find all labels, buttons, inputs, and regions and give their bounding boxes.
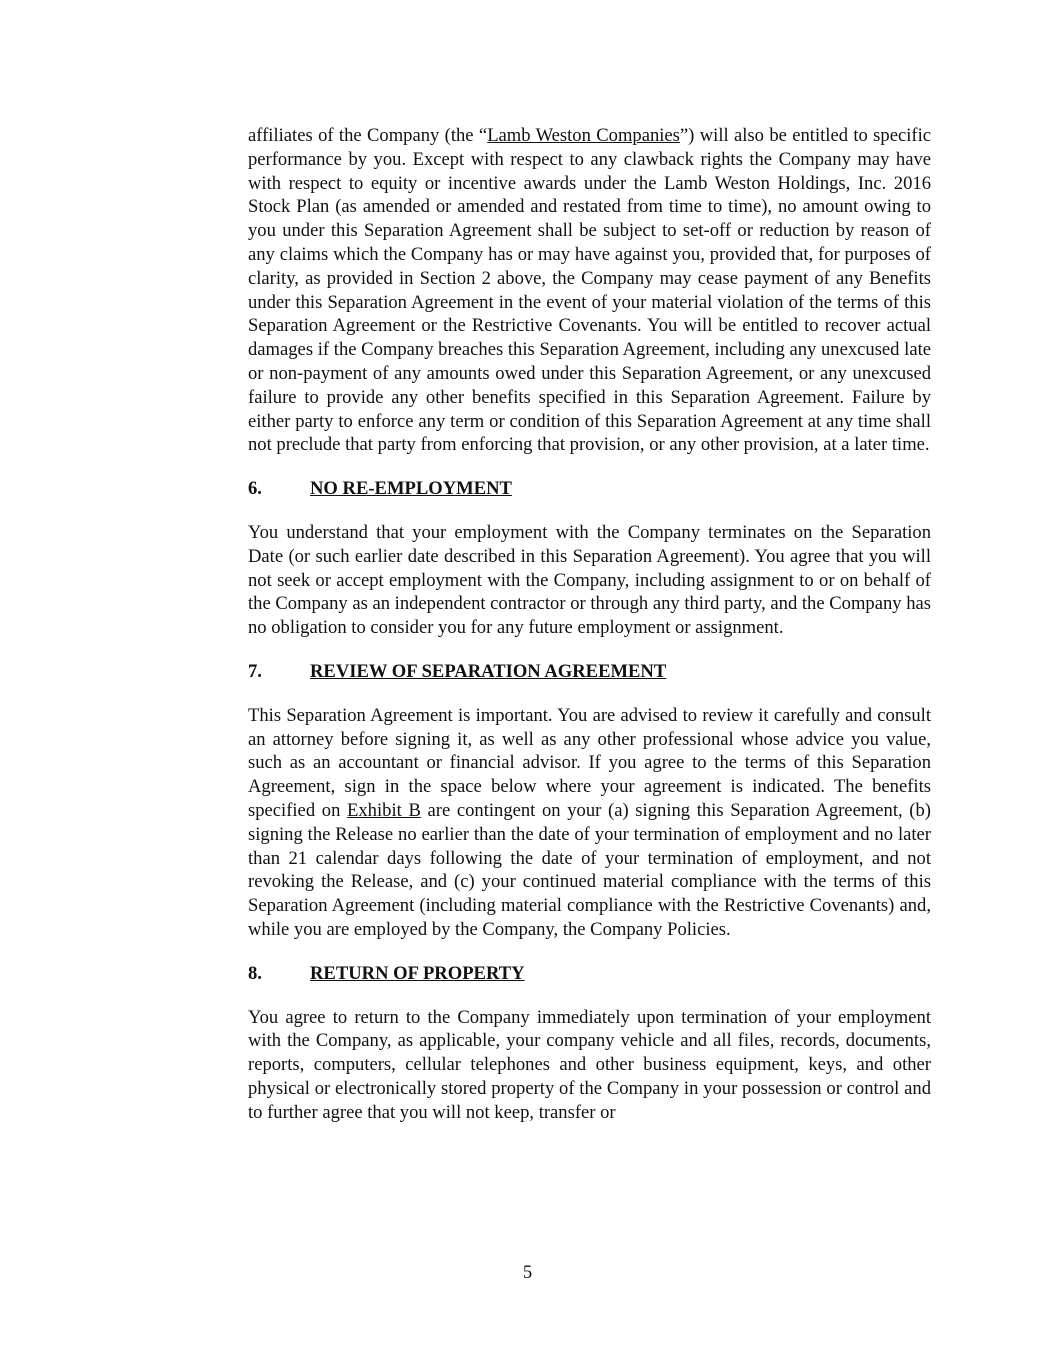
section-7-text-1: This Separation Agreement is important. You are advised to review it carefully and consult an attorney before signing it, as well as any other professional whose advice you value, such as an accountant or financial advisor. If you agree to the terms of this Separation Agreement, sign in the space below where your agreement is indicated. The benefits specified on: [248, 704, 931, 821]
document-body: [248, 124, 931, 1124]
lamb-weston-companies-term: Lamb Weston Companies: [487, 125, 680, 146]
section-8-body: You agree to return to the Company immediately upon termination of your employment with the Company, as applicable, your company vehicle and all files, records, documents, reports, computers, cellular telephones and other business equipment, keys, and other physical or electronically stored property of the Company in your possession or control and to further agree that you will not keep, transfer or: [248, 1006, 931, 1123]
continuation-text-2: ”) will also be entitled to specific performance by you. Except with respect to any clawback rights the Company may have with respect to equity or incentive awards under the Lamb Weston Holdings, Inc. 2016 Stock Plan (as amended or amended and restated from time to time), no amount owing to you under this Separation Agreement shall be subject to set-off or reduction by reason of any claims which the Company has or may have against you, provided that, for purposes of clarity, as provided in Section 2 above, the Company may cease payment of any Benefits under this Separation Agreement in the event of your material violation of the terms of this Separation Agreement or the Restrictive Covenants. You will be entitled to recover actual damages if the Company breaches this Separation Agreement, including any unexcused late or non-payment of any amounts owed under this Separation Agreement, or any unexcused failure to provide any other benefits specified in this Separation Agreement. Failure by either party to enforce any term or condition of this Separation Agreement at any time shall not preclude that party from enforcing that provision, or any other provision, at a later time.: [248, 125, 931, 456]
section-7-text-2: are contingent on your (a) signing this Separation Agreement, (b) signing the Release no earlier than the date of your termination of employment and no later than 21 calendar days following the date of your termination of employment, and not revoking the Release, and (c) your continued material compliance with the terms of this Separation Agreement (including material compliance with the Restrictive Covenants) and, while you are employed by the Company, the Company Policies.: [248, 799, 931, 940]
page-number: 5: [522, 1262, 533, 1283]
section-6-body: You understand that your employment with the Company terminates on the Separation Date (or such earlier date described in this Separation Agreement). You agree that you will not seek or accept employment with the Company, including assignment to or on behalf of the Company as an independent contractor or through any third party, and the Company has no obligation to consider you for any future employment or assignment.: [248, 521, 931, 639]
continuation-text-1: affiliates of the Company (the “: [248, 125, 488, 146]
section-7-heading: [248, 660, 931, 684]
section-7-body: [248, 704, 931, 942]
section-6-number: 6.: [248, 478, 262, 500]
section-6-title: NO RE-EMPLOYMENT: [310, 478, 512, 500]
section-7-number: 7.: [248, 660, 262, 682]
section-8-heading: [248, 962, 931, 986]
exhibit-b-reference: Exhibit B: [347, 799, 421, 821]
continuation-paragraph: [248, 124, 931, 457]
section-8-number: 8.: [248, 962, 262, 984]
section-8-title: RETURN OF PROPERTY: [310, 962, 525, 984]
section-6-heading: [248, 477, 931, 501]
section-7-title: REVIEW OF SEPARATION AGREEMENT: [310, 660, 667, 682]
